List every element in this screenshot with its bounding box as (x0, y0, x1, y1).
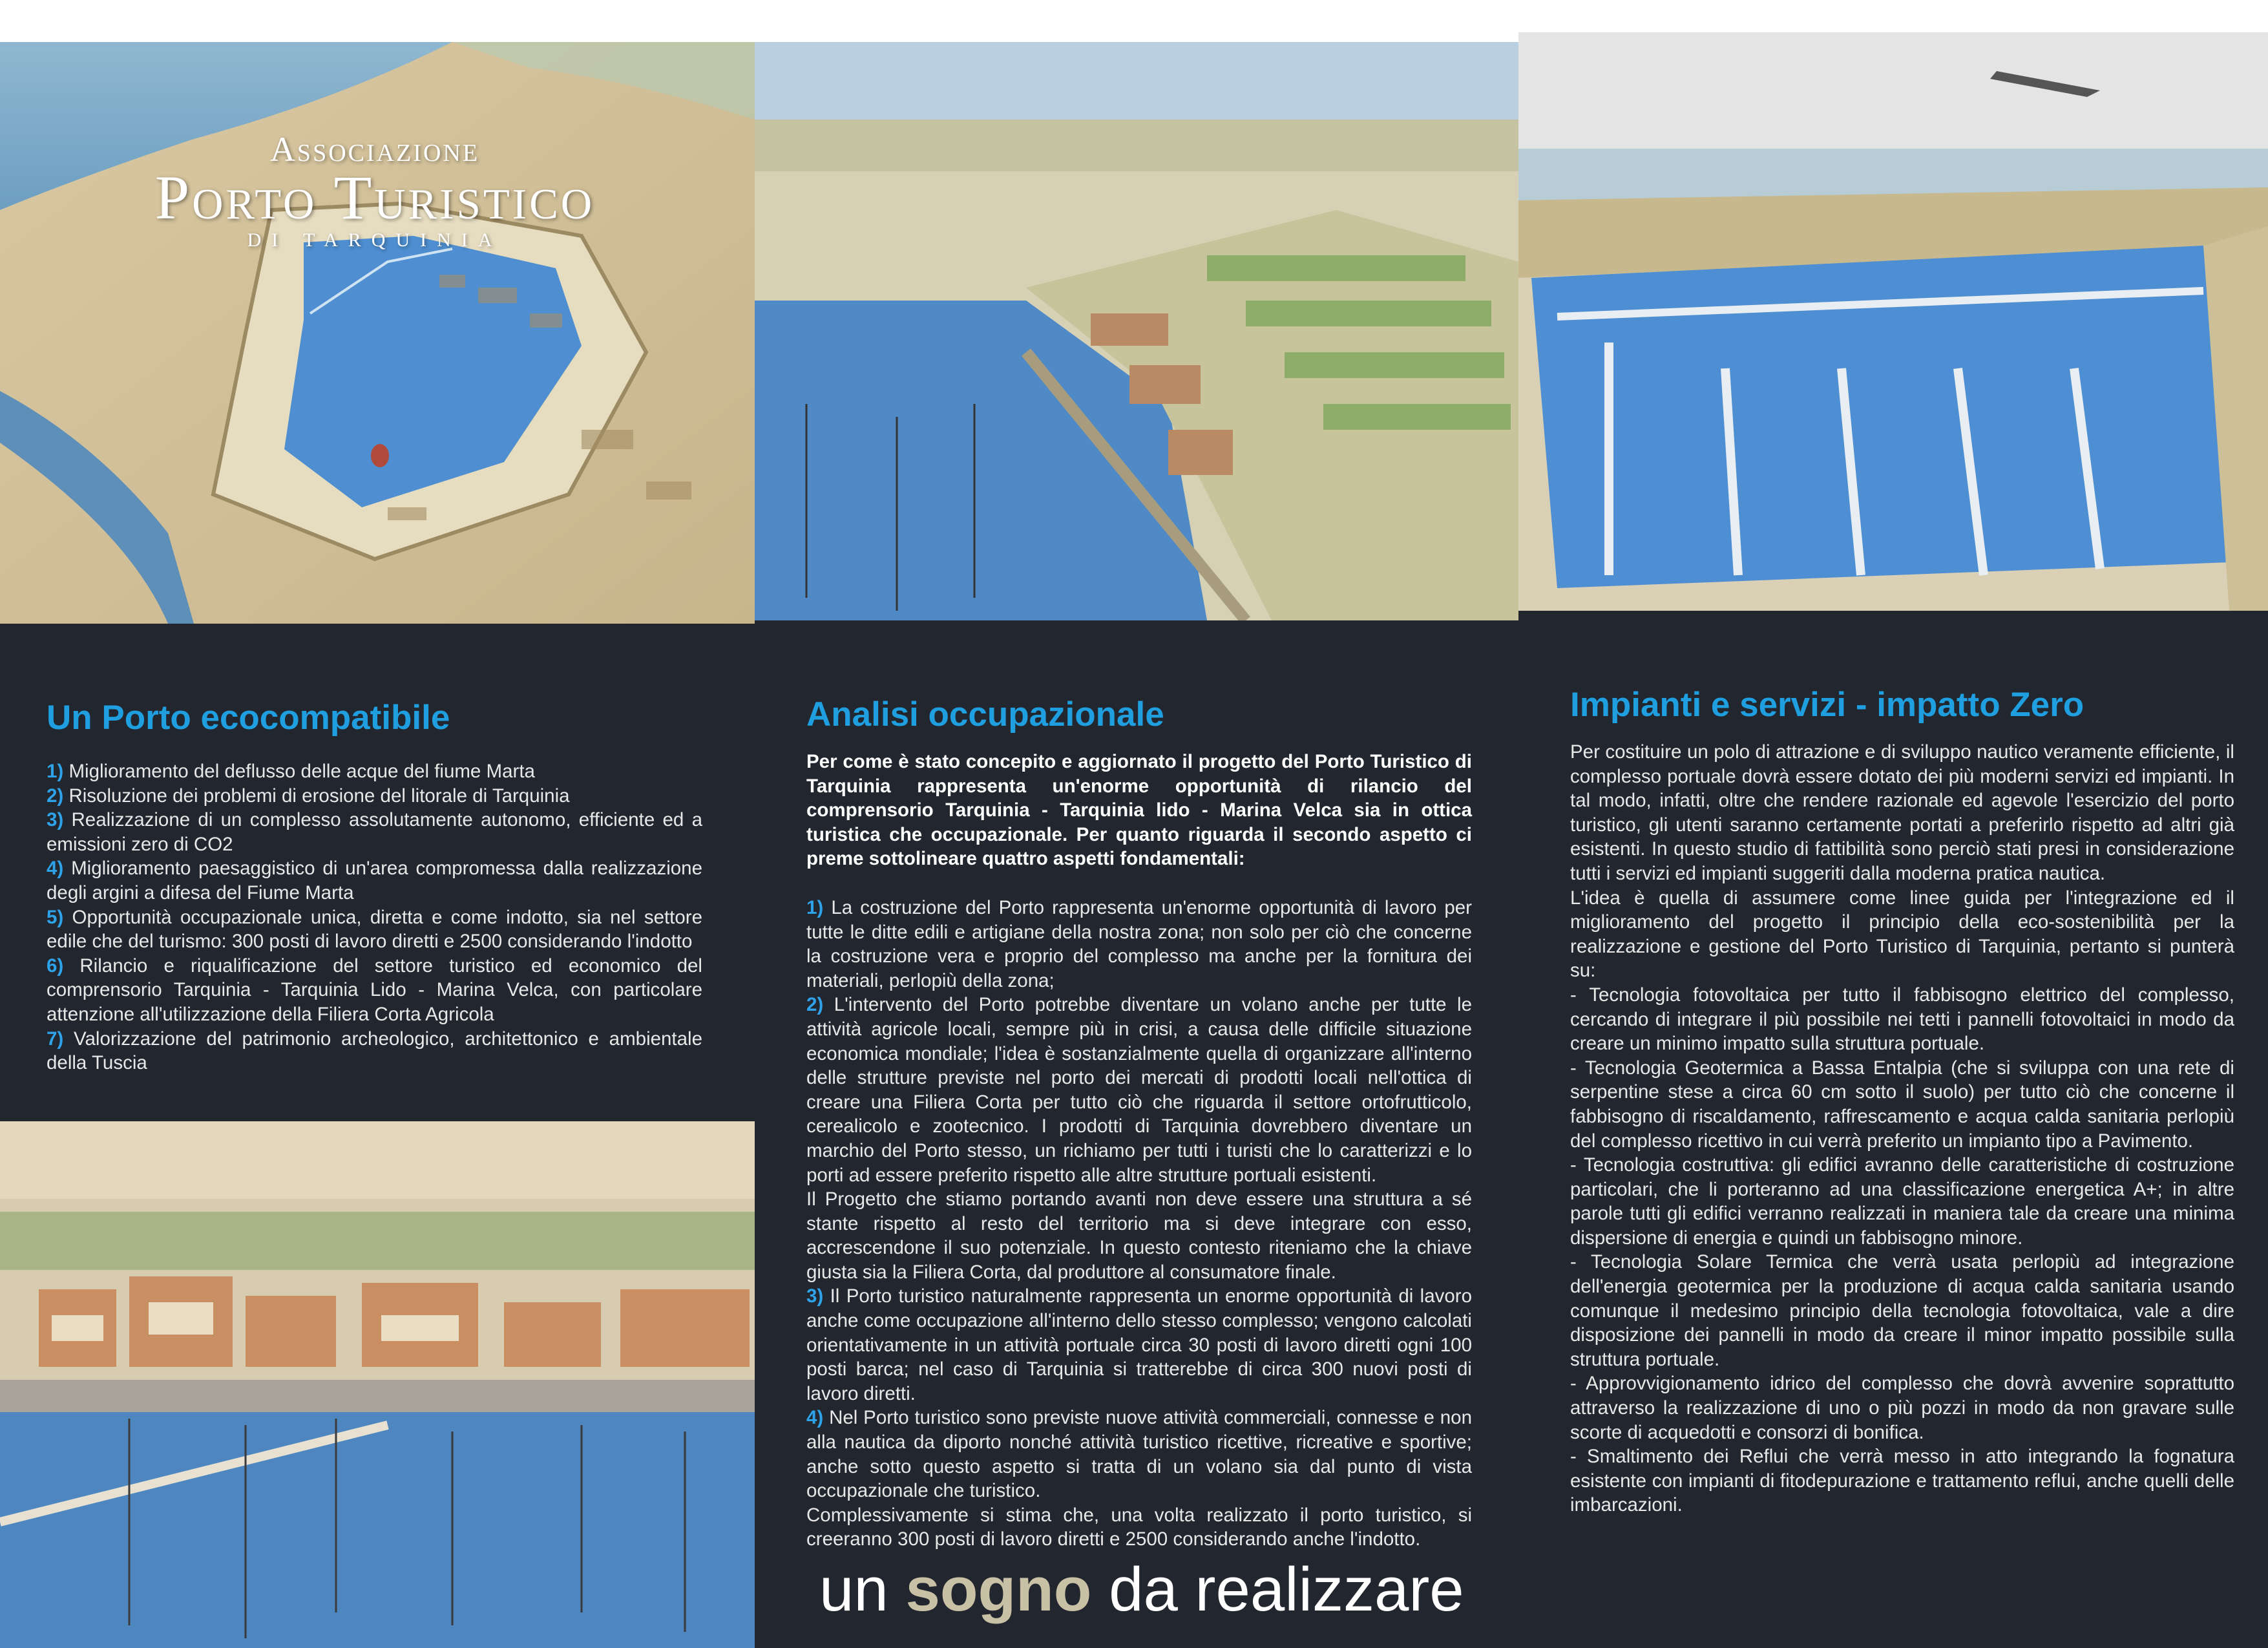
occupazionale-item-number: 2) (806, 994, 824, 1016)
impianti-paragraph: - Tecnologia Solare Termica che verrà usata perlopiù ad integrazione dell'energia geotermica per la produzione di acqua calda sanitaria usando comunque il medesimo principio della tecnologia fotovoltaica, vale a dire disposizione dei pannelli in modo da creare il minor impatto possibile sulla struttura portuale. (1570, 1251, 2234, 1370)
ecocompatibile-item-text: Risoluzione dei problemi di erosione del litorale di Tarquinia (68, 785, 570, 807)
occupazionale-item-text: L'intervento del Porto potrebbe diventare un volano anche per tutte le attività agricole locali, sempre più in crisi, a causa delle difficile situazione economica mondiale; l'idea è sostanzialmente quella di organizzare all'interno delle strutture previste nel porto dei mercati di prodotti locali nell'ottica di creare una Filiera Corta per tutto ciò che riguarda il settore ortofrutticolo, cerealicolo e zootecnico. I prodotti di Tarquinia dovrebbero diventare un marchio del Porto stesso, un richiamo per tutti i turisti che lo caratterizzi e lo porti ad essere preferito rispetto alle altre strutture portuali esistenti. (806, 994, 1473, 1186)
impianti-paragraph: - Tecnologia costruttiva: gli edifici avranno delle caratteristiche di costruzione particolari, che li porteranno ad una classificazione energetica A+; in altre parole tutti gli edifici verranno realizzati in maniera tale da creare una minima dispersione di energia e quindi un fabbisogno minore. (1570, 1154, 2234, 1249)
ecocompatibile-item (47, 784, 702, 808)
harbor-promenade-painting (0, 1121, 755, 1648)
association-logo (0, 129, 750, 251)
section-title-ecocompatibile: Un Porto ecocompatibile (47, 699, 450, 737)
impianti-paragraph: Per costituire un polo di attrazione e di sviluppo nautico veramente efficiente, il complesso portuale dovrà essere dotato dei più moderni servizi ed impianti. In tal modo, infatti, oltre che rendere razionale ed agevole l'esercizio del porto turistico, gli utenti saranno certamente portati a preferirlo rispetto ad altri già esistenti. In questo studio di fattibilità sono perciò stati presi in considerazione tutti i servizi ed impianti suggeriti dalla moderna pratica nautica. (1570, 741, 2234, 884)
ecocompatibile-list (47, 759, 702, 1075)
ecocompatibile-item (47, 905, 702, 954)
ecocompatibile-item-number: 7) (47, 1028, 64, 1050)
occupazionale-item (806, 1187, 1472, 1284)
impianti-paragraph: - Tecnologia Geotermica a Bassa Entalpia (che si sviluppa con una rete di serpentine stese a circa 60 cm sotto il suolo) per tutto ciò che concerne il fabbisogno di riscaldamento, raffrescamento e acqua calda sanitaria perlopiù del complesso ricettivo in cui verrà preferito un impianto tipo a Pavimento. (1570, 1057, 2234, 1152)
impianti-paragraph: L'idea è quella di assumere come linee guida per l'integrazione ed il miglioramento del progetto il principio della eco-sostenibilità per la realizzazione e gestione del Porto Turistico di Tarquinia, pertanto si punterà su: (1570, 887, 2234, 982)
ecocompatibile-item-text: Miglioramento paesaggistico di un'area compromessa dalla realizzazione degli argini a difesa del Fiume Marta (47, 858, 702, 903)
ecocompatibile-item (47, 808, 702, 856)
occupazionale-item-text: Il Progetto che stiamo portando avanti non deve essere una struttura a sé stante rispetto al resto del territorio ma si deve integrare con esso, accrescendone il suo potenziale. In questo contesto riteniamo che la chiave giusta sia la Filiera Corta, dal produttore al consumatore finale. (806, 1188, 1472, 1283)
impianti-paragraph: - Tecnologia fotovoltaica per tutto il fabbisogno elettrico del complesso, cercando di integrare il più possibile nei tetti i pannelli fotovoltaici in modo da creare un minimo impatto sulla struttura portuale. (1570, 984, 2234, 1055)
ecocompatibile-item (47, 856, 702, 905)
occupazionale-item-number: 1) (806, 896, 824, 918)
occupazionale-item-text: Complessivamente si stima che, una volta realizzato il porto turistico, si creeranno 300 posti di lavoro diretti e 2500 considerando anche l'indotto. (806, 1504, 1472, 1550)
logo-line-tarquinia: DI TARQUINIA (247, 229, 503, 251)
slogan (819, 1554, 1464, 1625)
ecocompatibile-item (47, 1027, 702, 1075)
occupazionale-item-number: 4) (806, 1407, 824, 1429)
occupazionale-item (806, 896, 1472, 993)
ecocompatibile-item-text: Opportunità occupazionale unica, diretta e come indotto, sia nel settore edile che del turismo: 300 posti di lavoro diretti e 2500 considerando l'indotto (47, 906, 703, 953)
ecocompatibile-item-number: 5) (47, 906, 64, 928)
impianti-paragraph: - Smaltimento dei Reflui che verrà messo in atto integrando la fognatura esistente con impianti di fitodepurazione e trattamento reflui, anche quelli delle imbarcazioni. (1570, 1446, 2234, 1516)
impianti-paragraph: - Approvvigionamento idrico del complesso che dovrà avvenire soprattutto attraverso la realizzazione di uno o più pozzi in modo da non gravare sulle scorte di acquedotti e consorzi di bonifica. (1570, 1373, 2234, 1443)
slogan-realizzare: da realizzare (1109, 1555, 1464, 1624)
ecocompatibile-item-text: Valorizzazione del patrimonio archeologico, architettonico e ambientale della Tuscia (47, 1028, 702, 1074)
ecocompatibile-item-number: 4) (47, 858, 64, 880)
ecocompatibile-item-text: Realizzazione di un complesso assolutamente autonomo, efficiente ed a emissioni zero di CO2 (47, 809, 703, 855)
occupazionale-item-text: La costruzione del Porto rappresenta un'enorme opportunità di lavoro per tutte le ditte edili e artigiane della nostra zona; non solo per ciò che concerne la costruzione vera e proprio del complesso ma anche per la fornitura dei materiali, perlopiù della zona; (806, 896, 1472, 991)
ecocompatibile-item-number: 1) (47, 761, 64, 782)
ecocompatibile-item-number: 6) (47, 955, 64, 977)
occupazionale-item (806, 1284, 1472, 1406)
occupazionale-item (806, 1503, 1472, 1552)
ecocompatibile-item-text: Rilancio e riqualificazione del settore turistico ed economico del comprensorio Tarquinia - Tarquinia Lido - Marina Velca, con particolare attenzione all'utilizzazione della Filiera Corta Agricola (47, 955, 702, 1025)
logo-line-associazione: Associazione (269, 130, 480, 169)
ecocompatibile-item (47, 759, 702, 784)
occupazionale-intro: Per come è stato concepito e aggiornato il progetto del Porto Turistico di Tarquinia rappresenta un'enorme opportunità di rilancio del comprensorio Tarquinia - Tarquinia lido - Marina Velca sia in ottica turistica che occupazionale. Per quanto riguarda il secondo aspetto ci preme sottolineare quattro aspetti fondamentali: (806, 751, 1472, 870)
section-title-occupazionale: Analisi occupazionale (806, 695, 1164, 734)
ecocompatibile-item-text: Miglioramento del deflusso delle acque del fiume Marta (68, 761, 535, 782)
text-section-ecocompatibile (0, 624, 755, 1121)
occupazionale-text (806, 750, 1472, 1552)
slogan-sogno: sogno (905, 1555, 1092, 1624)
ecocompatibile-item (47, 954, 702, 1027)
occupazionale-item-number: 3) (806, 1285, 824, 1307)
panel-occupazionale (755, 42, 1518, 1648)
occupazionale-list (806, 896, 1472, 1552)
panel-ecocompatibile (0, 42, 755, 1648)
ecocompatibile-item-number: 2) (47, 785, 64, 807)
occupazionale-item (806, 1406, 1472, 1503)
marina-piers-painting (1518, 32, 2268, 611)
text-section-impianti (1518, 611, 2268, 1648)
text-section-occupazionale (755, 620, 1518, 1648)
slogan-un: un (819, 1555, 888, 1624)
occupazionale-item (806, 993, 1472, 1187)
logo-line-porto-turistico: Porto Turistico (154, 163, 595, 232)
section-title-impianti: Impianti e servizi - impatto Zero (1570, 686, 2084, 724)
marina-waterfront-painting (755, 42, 1518, 620)
panel-impianti (1518, 32, 2268, 1648)
occupazionale-item-text: Il Porto turistico naturalmente rappresenta un enorme opportunità di lavoro anche come occupazione all'interno dello stesso complesso; vengono calcolati orientativamente in un attività portuale circa 30 posti di lavoro diretti ogni 100 posti barca; nel caso di Tarquinia si tratterebbe di circa 300 nuovi posti di lavoro diretti. (806, 1285, 1472, 1404)
occupazionale-item-text: Nel Porto turistico sono previste nuove attività commerciali, connesse e non alla nautica da diporto nonché attività turistico ricettive, ricreative e sportive; anche sotto questo aspetto si tratta di un volano sia dal punto di vista occupazionale che turistico. (806, 1407, 1472, 1502)
ecocompatibile-item-number: 3) (47, 809, 64, 831)
impianti-text (1570, 740, 2234, 1517)
